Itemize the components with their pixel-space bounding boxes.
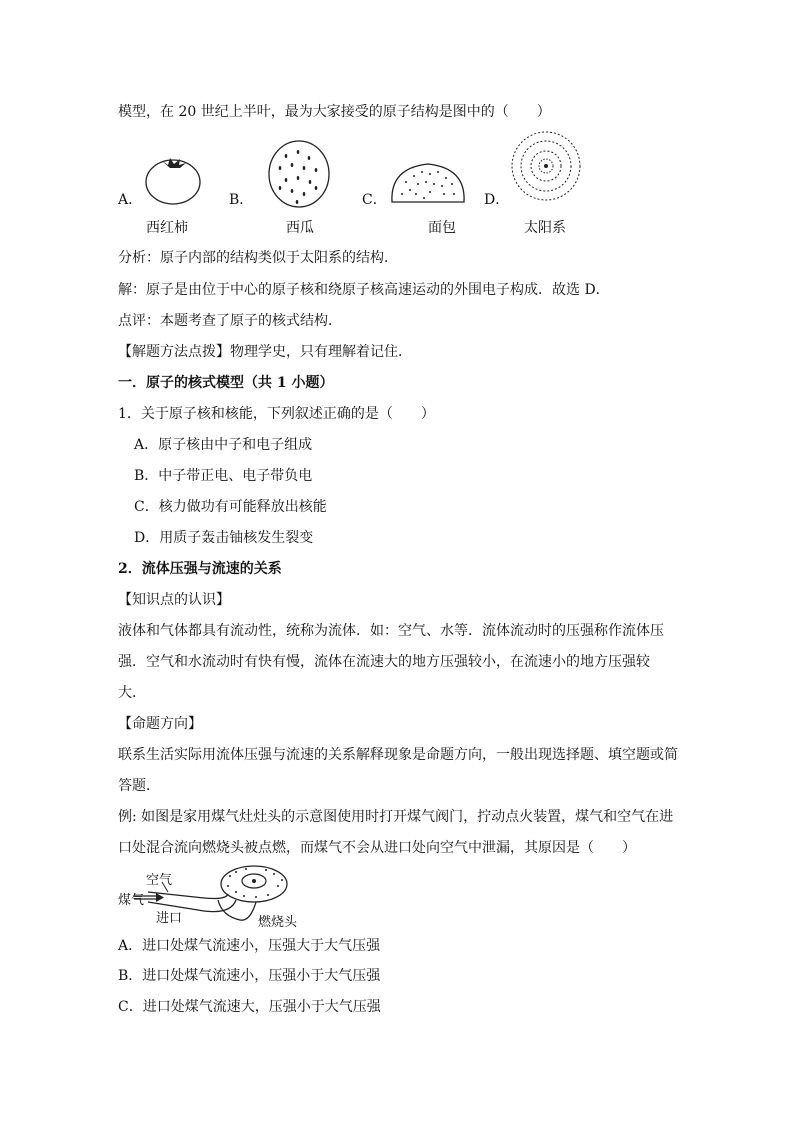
- question1-stem: 1．关于原子核和核能，下列叙述正确的是（ ）: [118, 406, 435, 422]
- direction-label: 【命题方向】: [118, 716, 202, 732]
- example-option-a: A．进口处煤气流速小，压强大于大气压强: [118, 938, 381, 954]
- knowledge-line-2: 强．空气和水流动时有快有慢，流体在流速大的地方压强较小，在流速小的地方压强较: [118, 654, 650, 670]
- comment-text: 点评：本题考查了原子的核式结构．: [118, 313, 342, 329]
- question1-option-a: A．原子核由中子和电子组成: [134, 437, 313, 453]
- solution-text: 解：原子是由位于中心的原子核和绕原子核高速运动的外围电子构成．故选 D．: [118, 282, 610, 298]
- option-d-letter: D．: [484, 192, 510, 208]
- inlet-label: 进口: [156, 911, 183, 926]
- section2-heading: 2．流体压强与流速的关系: [118, 561, 282, 577]
- air-label: 空气: [146, 873, 173, 888]
- example-line-2: 口处混合流向燃烧头被点燃，而煤气不会从进口处向空气中泄漏，其原因是（ ）: [118, 840, 636, 856]
- question1-option-b: B．中子带正电、电子带负电: [134, 468, 313, 484]
- solar-system-icon: [508, 128, 584, 204]
- option-b-letter: B．: [229, 192, 254, 208]
- watermelon-icon: [264, 138, 334, 210]
- knowledge-label: 【知识点的认识】: [118, 592, 230, 608]
- option-d-caption: 太阳系: [524, 220, 566, 236]
- method-tip: 【解题方法点拨】物理学史，只有理解着记住．: [118, 344, 412, 360]
- direction-line-1: 联系生活实际用流体压强与流速的关系解释现象是命题方向，一般出现选择题、填空题或简: [118, 747, 678, 763]
- bread-icon: [388, 160, 468, 208]
- example-option-b: B．进口处煤气流速小，压强小于大气压强: [118, 968, 381, 984]
- burner-head-shape: [221, 866, 287, 902]
- tomato-icon: [140, 152, 206, 208]
- intro-line: 模型，在 20 世纪上半叶，最为大家接受的原子结构是图中的（ ）: [118, 104, 551, 120]
- option-c-caption: 面包: [428, 220, 456, 236]
- option-b-caption: 西瓜: [286, 220, 314, 236]
- knowledge-line-3: 大．: [118, 685, 146, 701]
- example-option-c: C．进口处煤气流速大，压强小于大气压强: [118, 999, 381, 1015]
- question1-option-d: D．用质子轰击铀核发生裂变: [134, 530, 314, 546]
- question1-option-c: C．核力做功有可能释放出核能: [134, 499, 327, 515]
- option-c-letter: C．: [362, 192, 387, 208]
- option-a-letter: A．: [118, 192, 143, 208]
- gas-stove-diagram: [118, 864, 308, 932]
- knowledge-line-1: 液体和气体都具有流动性，统称为流体．如：空气、水等．流体流动时的压强称作流体压: [118, 623, 664, 639]
- burner-label: 燃烧头: [258, 915, 298, 930]
- analysis-text: 分析：原子内部的结构类似于太阳系的结构．: [118, 250, 398, 266]
- gas-label: 煤气: [118, 893, 145, 908]
- section1-heading: 一．原子的核式模型（共 1 小题）: [118, 375, 334, 391]
- example-line-1: 例: 如图是家用煤气灶灶头的示意图使用时打开煤气阀门，拧动点火装置，煤气和空气在进: [118, 809, 674, 825]
- direction-line-2: 答题．: [118, 778, 160, 794]
- option-a-caption: 西红柿: [146, 220, 188, 236]
